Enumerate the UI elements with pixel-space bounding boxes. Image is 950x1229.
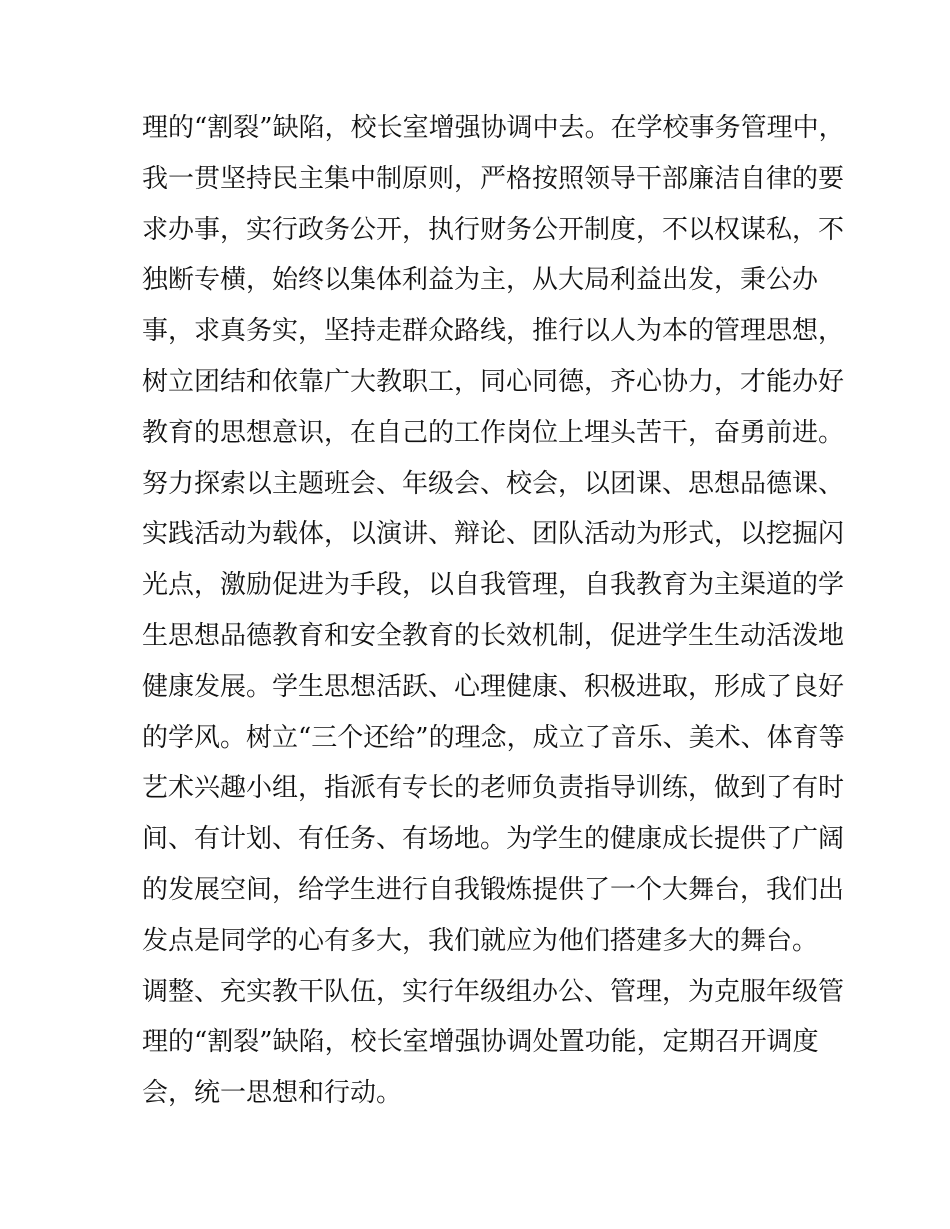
text-line: 会，统一思想和行动。 xyxy=(142,1078,403,1109)
text-line: 的学风。树立“三个还给”的理念，成立了音乐、美术、体育等 xyxy=(142,722,845,753)
text-line: 间、有计划、有任务、有场地。为学生的健康成长提供了广阔 xyxy=(142,824,845,855)
text-line: 光点，激励促进为手段，以自我管理，自我教育为主渠道的学 xyxy=(142,570,845,601)
text-line: 理的“割裂”缺陷，校长室增强协调中去。在学校事务管理中， xyxy=(142,113,845,143)
text-line: 发点是同学的心有多大，我们就应为他们搭建多大的舞台。 xyxy=(142,925,819,956)
text-line: 的发展空间，给学生进行自我锻炼提供了一个大舞台，我们出 xyxy=(142,874,845,905)
text-line: 艺术兴趣小组，指派有专长的老师负责指导训练，做到了有时 xyxy=(142,773,845,804)
text-line: 调整、充实教干队伍，实行年级组办公、管理，为克服年级管 xyxy=(142,976,845,1007)
text-line: 实践活动为载体，以演讲、辩论、团队活动为形式，以挖掘闪 xyxy=(142,519,845,550)
text-line: 树立团结和依靠广大教职工，同心同德，齐心协力，才能办好 xyxy=(142,366,845,397)
text-line: 求办事，实行政务公开，执行财务公开制度，不以权谋私，不 xyxy=(142,214,845,245)
text-line: 努力探索以主题班会、年级会、校会，以团课、思想品德课、 xyxy=(142,468,845,499)
body-text xyxy=(142,103,845,1119)
text-line: 独断专横，始终以集体利益为主，从大局利益出发，秉公办 xyxy=(142,265,819,296)
text-line: 生思想品德教育和安全教育的长效机制，促进学生生动活泼地 xyxy=(142,620,845,651)
text-line: 我一贯坚持民主集中制原则，严格按照领导干部廉洁自律的要 xyxy=(142,163,845,194)
text-line: 事，求真务实，坚持走群众路线，推行以人为本的管理思想， xyxy=(142,316,845,347)
text-line: 理的“割裂”缺陷，校长室增强协调处置功能，定期召开调度 xyxy=(142,1027,819,1058)
text-line: 健康发展。学生思想活跃、心理健康、积极进取，形成了良好 xyxy=(142,671,845,702)
text-line: 教育的思想意识，在自己的工作岗位上埋头苦干，奋勇前进。 xyxy=(142,417,845,448)
